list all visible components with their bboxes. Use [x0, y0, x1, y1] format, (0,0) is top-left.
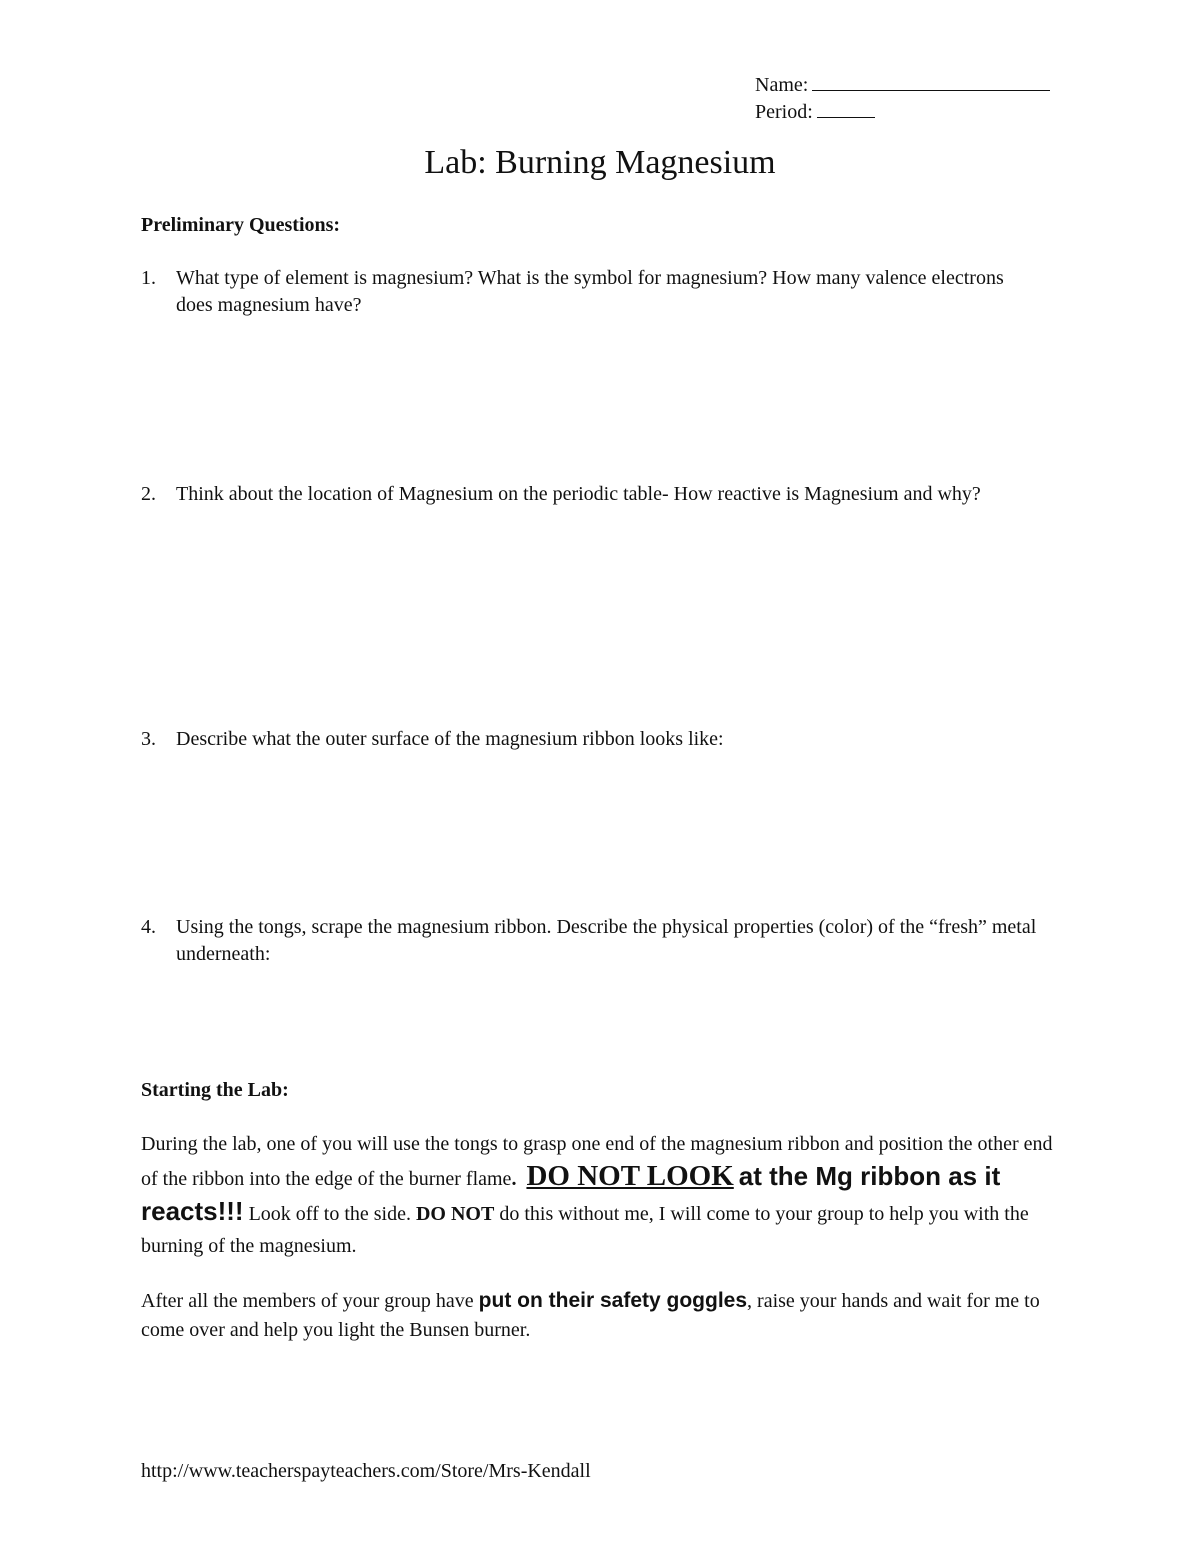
- preliminary-heading: Preliminary Questions:: [141, 214, 341, 236]
- instructions-without-me: do this without me, I will come to your group to help you with the burning of the magnesium.: [141, 1203, 1029, 1257]
- warning-do-not-look: DO NOT LOOK: [526, 1160, 734, 1192]
- goggles-text-start: After all the members of your group have: [141, 1290, 479, 1312]
- starting-lab-heading: Starting the Lab:: [141, 1079, 289, 1101]
- instructions-look-off: Look off to the side.: [243, 1203, 416, 1225]
- goggles-text-end: , raise your hands and wait for me to come over and help you light the Bunsen burner.: [141, 1290, 1040, 1341]
- question-text: Think about the location of Magnesium on the periodic table- How reactive is Magnesium and why?: [176, 483, 981, 505]
- name-line: [755, 72, 1050, 99]
- instructions-period: .: [511, 1168, 517, 1190]
- question-4: [141, 914, 1041, 968]
- goggles-emphasis: put on their safety goggles: [478, 1289, 748, 1312]
- period-label: Period:: [755, 101, 813, 123]
- warning-mg-ribbon: at the Mg ribbon as it reacts!!!: [141, 1161, 1001, 1226]
- name-period-block: [755, 72, 1050, 126]
- question-text: Using the tongs, scrape the magnesium ribbon. Describe the physical properties (color) of the “fresh” metal underneath:: [176, 916, 1037, 965]
- question-number: 3.: [141, 728, 156, 750]
- question-1: [141, 265, 1041, 319]
- instructions-do-not: DO NOT: [415, 1203, 495, 1225]
- question-number: 1.: [141, 267, 156, 289]
- instructions-text: During the lab, one of you will use the tongs to grasp one end of the magnesium ribbon and position the other end of the ribbon into the edge of the burner flame: [141, 1133, 1053, 1190]
- page-title: Lab: Burning Magnesium: [424, 144, 776, 181]
- footer-url: http://www.teacherspayteachers.com/Store/Mrs-Kendall: [141, 1460, 591, 1482]
- question-text: What type of element is magnesium? What is the symbol for magnesium? How many valence electrons does magnesium have?: [176, 267, 1004, 316]
- question-text: Describe what the outer surface of the magnesium ribbon looks like:: [176, 728, 724, 750]
- name-label: Name:: [755, 74, 809, 96]
- period-blank: [817, 99, 875, 118]
- lab-instructions-paragraph: [141, 1128, 1061, 1262]
- question-number: 4.: [141, 916, 156, 938]
- period-line: [755, 99, 1050, 126]
- name-blank: [812, 72, 1050, 91]
- question-3: [141, 726, 1041, 753]
- goggles-paragraph: [141, 1286, 1061, 1345]
- question-number: 2.: [141, 483, 156, 505]
- question-2: [141, 481, 1041, 508]
